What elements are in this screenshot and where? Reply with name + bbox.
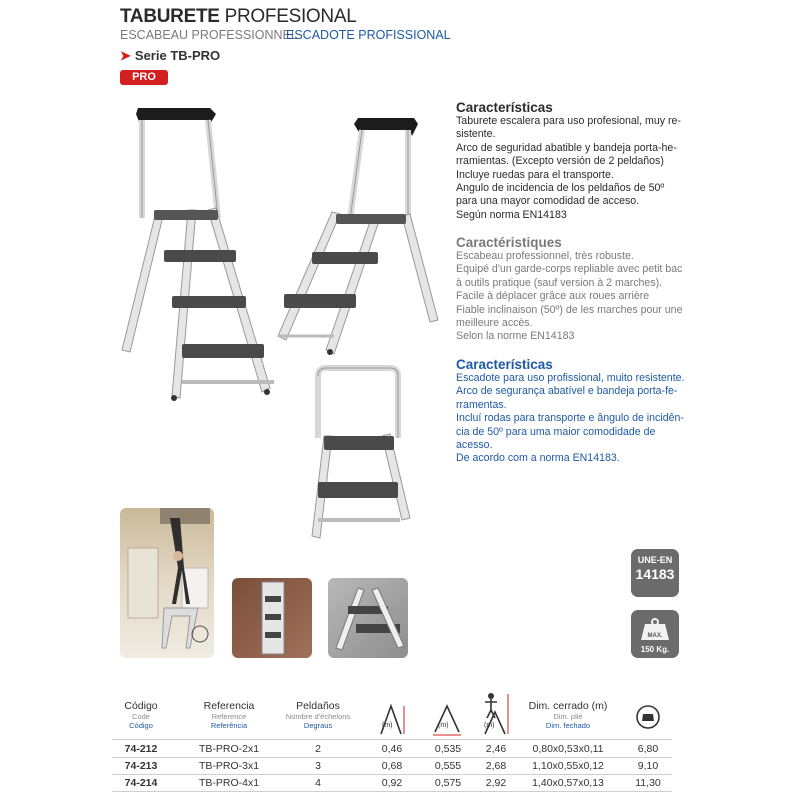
heading-portuguese: Características [456,357,553,372]
cell-code: 74-214 [124,777,158,789]
cell-steps: 4 [315,777,321,789]
ladder-2-steps-image [312,368,410,538]
characteristics-spanish [456,100,701,222]
text-portuguese: Escadote para uso profissional, muito resistente. Arco de segurança abatível e bandeja porta-fe- rramentas. Incluí rodas para transporte e ângulo de incidên- cia de 50º para uma maior comodidade de acesso. De acordo com a norma EN14183. [456,372,685,465]
photo-ladder-closeup [328,578,408,658]
norm-badge [631,549,679,597]
height-unit: (m) [382,722,393,729]
weight-icon [631,610,679,658]
cell-kg: 9,10 [637,760,659,772]
cell-h2: 0,535 [434,743,462,755]
cell-h3: 2,46 [485,743,507,755]
cell-kg: 11,30 [635,777,661,789]
weight-kg-icon [635,704,661,730]
heading-french: Caractéristiques [456,235,562,250]
max-load-value: 150 Kg. [640,645,670,654]
table-divider [112,791,672,792]
cell-dim: 1,40x0,57x0,13 [532,777,604,789]
col-header-height [374,702,410,741]
cell-ref: TB-PRO-4x1 [198,777,260,789]
cell-steps: 2 [315,743,321,755]
table-row [112,775,672,791]
cell-dim: 0,80x0,53x0,11 [532,743,604,755]
norm-badge-number: 14183 [635,566,675,582]
photo-folded-ladder-scene [232,578,312,658]
col-header-code: Código Code Código [124,700,158,730]
cell-h1: 0,68 [381,760,403,772]
arrow-right-icon: ➤ [120,48,131,63]
cell-code: 74-213 [124,760,158,772]
pro-badge: PRO [120,70,168,85]
cell-dim: 1,10x0,55x0,12 [532,760,604,772]
width-unit: (m) [438,722,449,729]
ladder-3-steps-image [278,118,438,355]
series-label [120,48,220,64]
text-spanish: Taburete escalera para uso profesional, muy re- sistente. Arco de seguridad abatible y bandeja porta-he- rramientas. (Excepto versión de 2 peldaños) Incluye ruedas para el transporte. Angulo de incidencia de los peldaños de 50º para una mayor comodidad de acceso. Según norma EN14183 [456,115,681,221]
cell-h3: 2,92 [485,777,507,789]
cell-h3: 2,68 [485,760,507,772]
col-header-folded-dim: Dim. cerrado (m) Dim. plié Dim. fechado [528,700,608,730]
reach-unit: (m) [484,722,495,729]
col-header-width [428,702,468,741]
cell-h1: 0,92 [381,777,403,789]
photo-ladder-closeup-scene [328,578,408,658]
ladder-4-steps-image [122,108,274,401]
photo-garage-scene [120,508,214,658]
col-header-weight [628,704,668,735]
characteristics-french [456,235,701,344]
subtitle-portuguese: ESCADOTE PROFISSIONAL [286,28,451,42]
cell-h1: 0,46 [381,743,403,755]
subtitle-french: ESCABEAU PROFESSIONNEL [120,28,298,42]
working-height-icon [481,692,511,736]
cell-h2: 0,555 [434,760,462,772]
text-french: Escabeau professionnel, très robuste. Equipé d'un garde-corps repliable avec petit bac à outils pratique (sauf version à 2 marches). Facile à déplacer grâce aux roues arrière Fiable inclinaison (50º) de les marches pour une meilleure accès. Selon la norme EN14183 [456,250,683,343]
ladder-base-icon [431,702,465,736]
cell-kg: 6,80 [637,743,659,755]
page-title [120,6,356,28]
characteristics-portuguese [456,357,701,466]
cell-steps: 3 [315,760,321,772]
cell-ref: TB-PRO-3x1 [198,760,260,772]
max-load-label: MAX. [647,633,663,639]
col-header-reference: Referencia Reference Referência [203,700,255,730]
cell-ref: TB-PRO-2x1 [198,743,260,755]
title-light: PROFESIONAL [224,6,357,27]
col-header-steps: Peldaños Nombre d'échelons Degraus [285,700,351,730]
ladder-height-icon [377,702,407,736]
cell-h2: 0,575 [434,777,462,789]
title-bold: TABURETE [120,6,220,27]
table-row [112,741,672,757]
series-text: Serie TB-PRO [134,48,221,63]
photo-folded-ladder [232,578,312,658]
table-row [112,758,672,774]
product-ladders-illustration [112,100,442,550]
col-header-reach [478,692,514,741]
cell-code: 74-212 [124,743,158,755]
heading-spanish: Características [456,100,553,115]
max-load-badge [631,610,679,658]
photo-garage-use [120,508,214,658]
table-divider [112,739,672,740]
norm-badge-label: UNE-EN [637,555,673,565]
